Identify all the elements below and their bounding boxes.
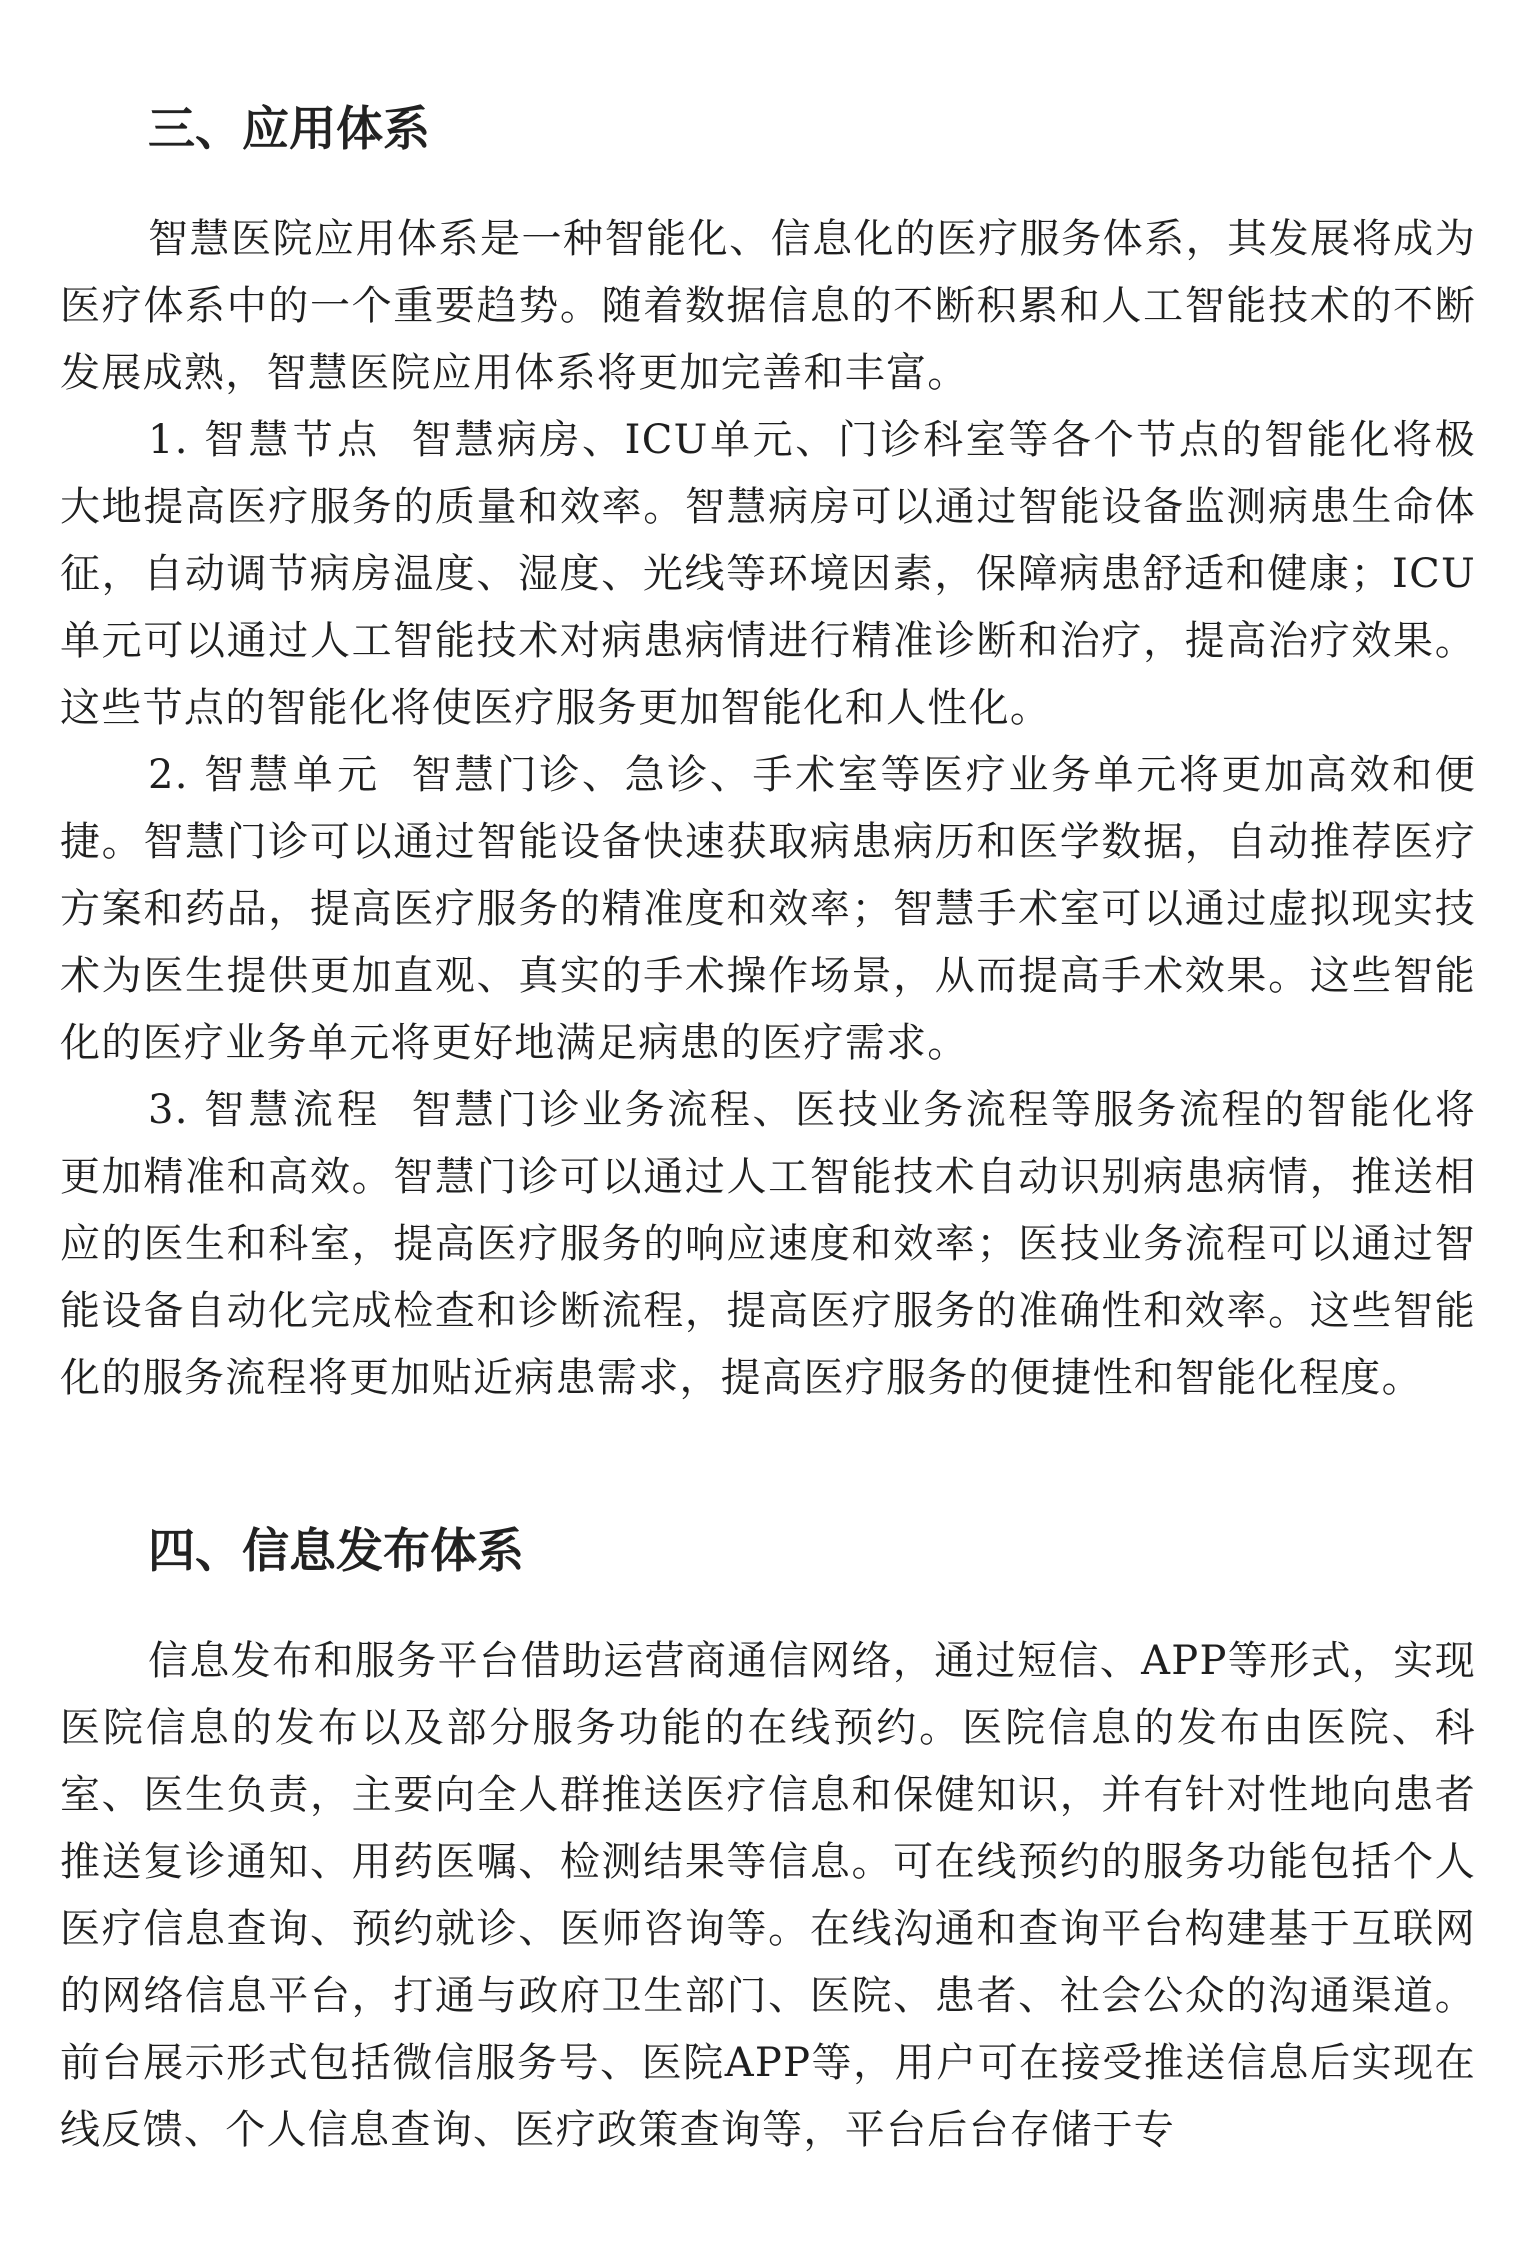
- item-text: 智慧病房、ICU单元、门诊科室等各个节点的智能化将极大地提高医疗服务的质量和效率。智慧病房可以通过智能设备监测病患生命体征，自动调节病房温度、湿度、光线等环境因素，保障病患舒适和健康；ICU单元可以通过人工智能技术对病患病情进行精准诊断和治疗，提高治疗效果。这些节点的智能化将使医疗服务更加智能化和人性化。: [60, 417, 1477, 731]
- paragraph-smart-unit: [60, 742, 1476, 1077]
- section-heading-info-release-system: 四、信息发布体系: [148, 1524, 524, 1579]
- section-heading-application-system: 三、应用体系: [148, 102, 430, 157]
- run-in-title-smart-process: 智慧流程: [204, 1087, 382, 1133]
- item-number: 3.: [148, 1087, 189, 1133]
- run-in-title-smart-unit: 智慧单元: [204, 752, 382, 798]
- item-text: 智慧门诊业务流程、医技业务流程等服务流程的智能化将更加精准和高效。智慧门诊可以通过人工智能技术自动识别病患病情，推送相应的医生和科室，提高医疗服务的响应速度和效率；医技业务流程可以通过智能设备自动化完成检查和诊断流程，提高医疗服务的准确性和效率。这些智能化的服务流程将更加贴近病患需求，提高医疗服务的便捷性和智能化程度。: [60, 1087, 1477, 1401]
- paragraph-intro-info-release: 信息发布和服务平台借助运营商通信网络，通过短信、APP等形式，实现医院信息的发布以及部分服务功能的在线预约。医院信息的发布由医院、科室、医生负责，主要向全人群推送医疗信息和保健知识，并有针对性地向患者推送复诊通知、用药医嘱、检测结果等信息。可在线预约的服务功能包括个人医疗信息查询、预约就诊、医师咨询等。在线沟通和查询平台构建基于互联网的网络信息平台，打通与政府卫生部门、医院、患者、社会公众的沟通渠道。前台展示形式包括微信服务号、医院APP等，用户可在接受推送信息后实现在线反馈、个人信息查询、医疗政策查询等，平台后台存储于专: [60, 1638, 1476, 2153]
- section-spacer: [60, 1412, 1476, 1522]
- document-page: [60, 100, 1476, 2164]
- item-number: 1.: [148, 417, 189, 463]
- item-text: 智慧门诊、急诊、手术室等医疗业务单元将更加高效和便捷。智慧门诊可以通过智能设备快速获取病患病历和医学数据，自动推荐医疗方案和药品，提高医疗服务的精准度和效率；智慧手术室可以通过虚拟现实技术为医生提供更加直观、真实的手术操作场景，从而提高手术效果。这些智能化的医疗业务单元将更好地满足病患的医疗需求。: [60, 752, 1477, 1066]
- item-number: 2.: [148, 752, 189, 798]
- paragraph-smart-node: [60, 407, 1476, 742]
- run-in-title-smart-node: 智慧节点: [204, 417, 382, 463]
- paragraph-intro-application: 智慧医院应用体系是一种智能化、信息化的医疗服务体系，其发展将成为医疗体系中的一个重要趋势。随着数据信息的不断积累和人工智能技术的不断发展成熟，智慧医院应用体系将更加完善和丰富。: [60, 216, 1476, 396]
- paragraph-smart-process: [60, 1077, 1476, 1412]
